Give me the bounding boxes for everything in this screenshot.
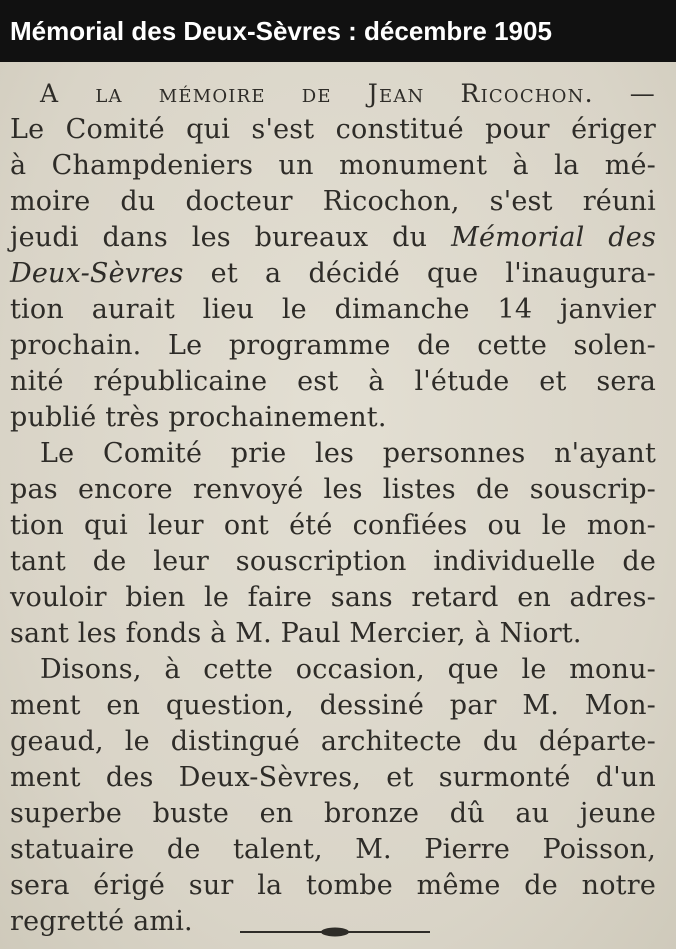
line-text: et a décidé que l'inaugura- <box>183 258 656 289</box>
line-text: Disons, à cette occasion, que le monu- <box>40 654 656 685</box>
newspaper-name: Deux-Sèvres <box>10 258 184 289</box>
article-line <box>10 436 656 472</box>
line-text: superbe buste en bronze dû au jeune <box>10 798 656 829</box>
article-line <box>10 364 656 400</box>
line-text: geaud, le distingué architecte du départe- <box>10 726 656 757</box>
article-line <box>10 112 656 148</box>
caption-banner <box>0 0 676 62</box>
newspaper-clipping <box>0 62 676 949</box>
line-text: tant de leur souscription individuelle de <box>10 546 656 577</box>
article-line <box>10 724 656 760</box>
article-body <box>10 76 656 940</box>
article-line <box>10 760 656 796</box>
article-line <box>10 868 656 904</box>
line-text: vouloir bien le faire sans retard en adres- <box>10 582 656 613</box>
article-line <box>10 184 656 220</box>
article-line <box>10 472 656 508</box>
line-text: sant les fonds à M. Paul Mercier, à Niort. <box>10 618 582 649</box>
line-text: tion qui leur ont été confiées ou le mon- <box>10 510 656 541</box>
article-line <box>10 256 656 292</box>
article-line <box>10 688 656 724</box>
line-text: moire du docteur Ricochon, s'est réuni <box>10 186 656 217</box>
line-text: ment en question, dessiné par M. Mon- <box>10 690 656 721</box>
line-text: à Champdeniers un monument à la mé- <box>10 150 656 181</box>
closing-rule-ornament-icon <box>240 926 430 938</box>
article-line <box>10 148 656 184</box>
line-text: tion aurait lieu le dimanche 14 janvier <box>10 294 656 325</box>
line-text: pas encore renvoyé les listes de souscrip- <box>10 474 656 505</box>
newspaper-name: Mémorial des <box>451 222 657 253</box>
article-line <box>10 580 656 616</box>
article-lines <box>10 112 656 940</box>
caption-title: Mémorial des Deux-Sèvres : décembre 1905 <box>10 16 552 46</box>
line-text: jeudi dans les bureaux du <box>10 222 452 253</box>
article-line <box>10 328 656 364</box>
article-line <box>10 508 656 544</box>
article-line <box>10 292 656 328</box>
article-line <box>10 832 656 868</box>
article-line <box>10 544 656 580</box>
line-text: Le Comité prie les personnes n'ayant <box>40 438 656 469</box>
line-text: regretté ami. <box>10 906 193 937</box>
article-heading: A la mémoire de Jean Ricochon. — <box>40 79 656 108</box>
line-text: Le Comité qui s'est constitué pour ériger <box>10 114 656 145</box>
line-text: statuaire de talent, M. Pierre Poisson, <box>10 834 656 865</box>
line-text: sera érigé sur la tombe même de notre <box>10 870 656 901</box>
article-line <box>10 400 656 436</box>
article-line <box>10 796 656 832</box>
article-line <box>10 220 656 256</box>
line-text: publié très prochainement. <box>10 402 387 433</box>
line-text: ment des Deux-Sèvres, et surmonté d'un <box>10 762 656 793</box>
line-text: prochain. Le programme de cette solen- <box>10 330 656 361</box>
article-line <box>10 616 656 652</box>
article-line <box>10 652 656 688</box>
line-text: nité républicaine est à l'étude et sera <box>10 366 656 397</box>
